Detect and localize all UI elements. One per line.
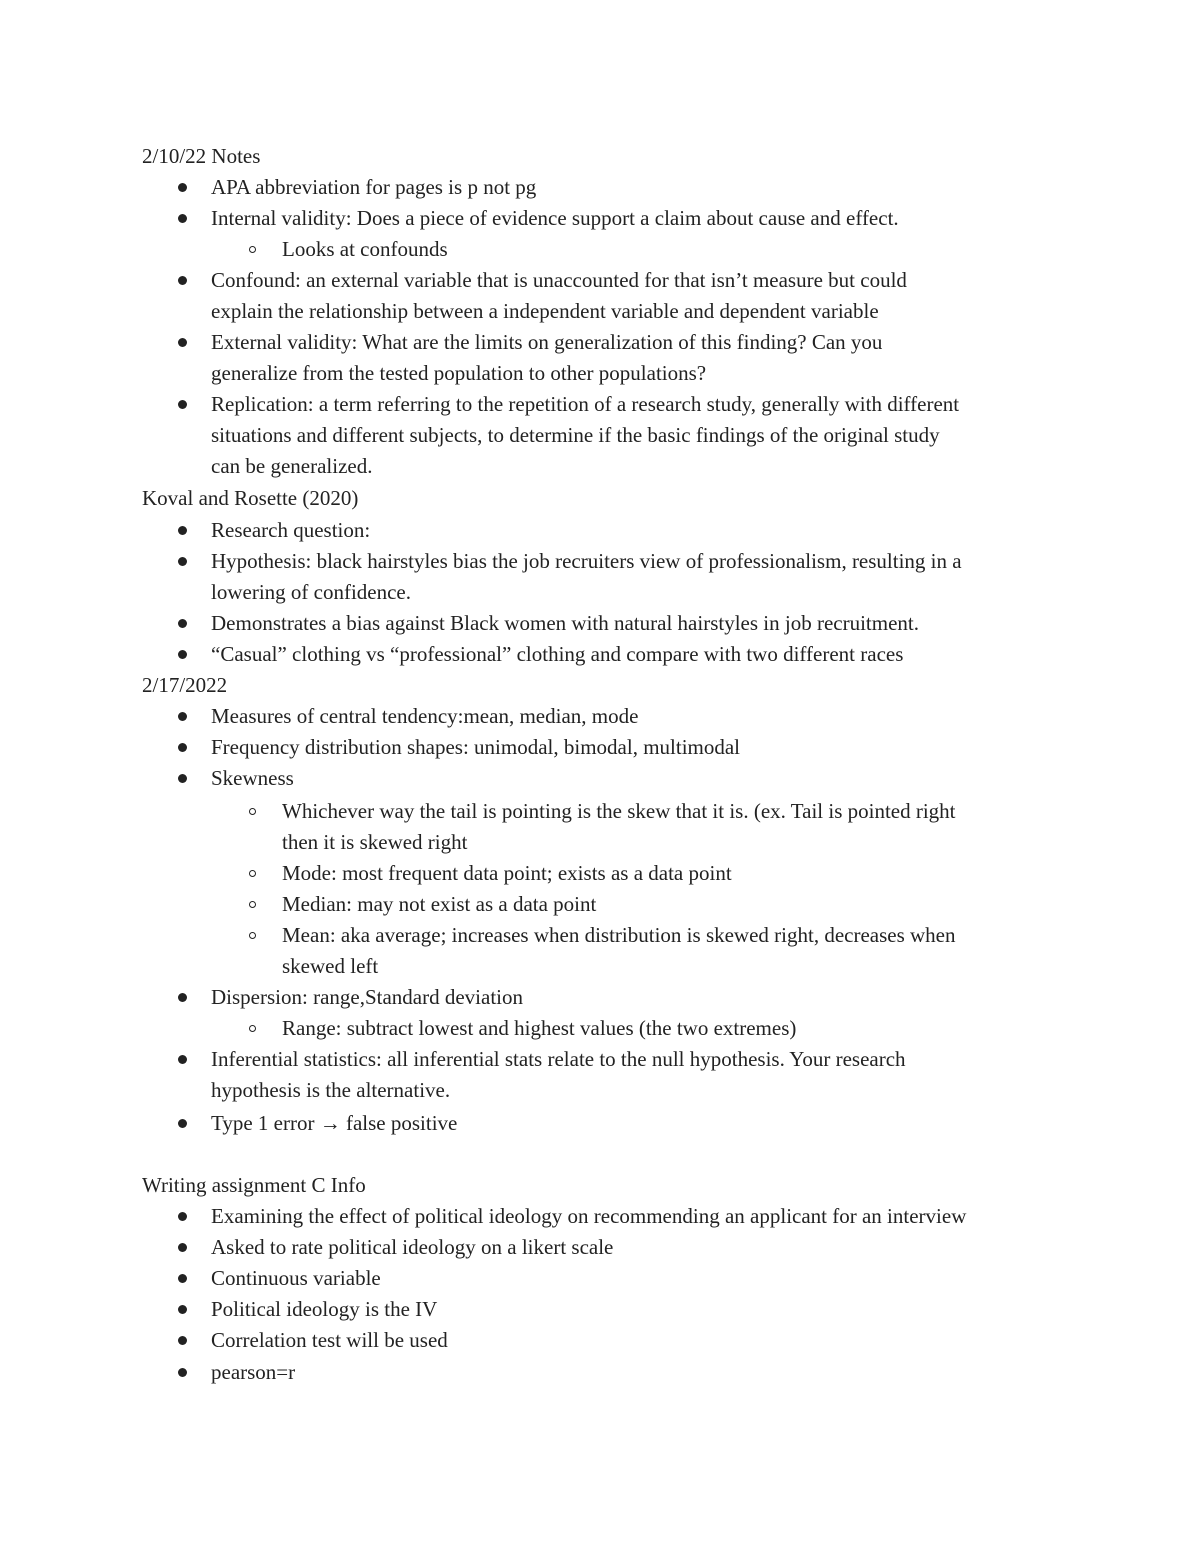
bullet-icon <box>178 712 187 721</box>
hollow-bullet-icon <box>249 932 256 939</box>
list-item-continuation: situations and different subjects, to determine if the basic findings of the original study <box>211 423 940 447</box>
bullet-icon <box>178 557 187 566</box>
list-item: Inferential statistics: all inferential stats relate to the null hypothesis. Your research <box>211 1047 906 1071</box>
bullet-icon <box>178 338 187 347</box>
bullet-icon <box>178 400 187 409</box>
sub-list-item: Median: may not exist as a data point <box>282 892 597 916</box>
bullet-icon <box>178 1336 187 1345</box>
hollow-bullet-icon <box>249 808 256 815</box>
bullet-icon <box>178 774 187 783</box>
list-item-continuation: lowering of confidence. <box>211 580 412 604</box>
list-item: “Casual” clothing vs “professional” clothing and compare with two different races <box>211 642 904 666</box>
list-item: Dispersion: range,Standard deviation <box>211 985 524 1009</box>
hollow-bullet-icon <box>249 246 256 253</box>
sub-list-item: Range: subtract lowest and highest values (the two extremes) <box>282 1016 797 1040</box>
list-item: Correlation test will be used <box>211 1328 448 1352</box>
sub-list-item-continuation: then it is skewed right <box>282 830 468 854</box>
list-item: Confound: an external variable that is unaccounted for that isn’t measure but could <box>211 268 907 292</box>
bullet-icon <box>178 183 187 192</box>
list-item-continuation: can be generalized. <box>211 454 373 478</box>
section-heading: Koval and Rosette (2020) <box>142 486 359 510</box>
bullet-icon <box>178 526 187 535</box>
hollow-bullet-icon <box>249 901 256 908</box>
list-item: APA abbreviation for pages is p not pg <box>211 175 537 199</box>
list-item: Measures of central tendency:mean, median, mode <box>211 704 639 728</box>
bullet-icon <box>178 993 187 1002</box>
bullet-icon <box>178 1274 187 1283</box>
list-item: Research question: <box>211 518 371 542</box>
list-item-continuation: hypothesis is the alternative. <box>211 1078 451 1102</box>
list-item: Replication: a term referring to the repetition of a research study, generally with different <box>211 392 960 416</box>
section-heading: 2/17/2022 <box>142 673 228 697</box>
bullet-icon <box>178 1055 187 1064</box>
list-item: Continuous variable <box>211 1266 381 1290</box>
list-item: External validity: What are the limits on generalization of this finding? Can you <box>211 330 883 354</box>
bullet-icon <box>178 650 187 659</box>
list-item: Asked to rate political ideology on a likert scale <box>211 1235 614 1259</box>
list-item: Political ideology is the IV <box>211 1297 438 1321</box>
list-item: Frequency distribution shapes: unimodal, bimodal, multimodal <box>211 735 741 759</box>
bullet-icon <box>178 214 187 223</box>
bullet-icon <box>178 743 187 752</box>
list-item-continuation: explain the relationship between a independent variable and dependent variable <box>211 299 879 323</box>
list-item: Hypothesis: black hairstyles bias the job recruiters view of professionalism, resulting in a <box>211 549 962 573</box>
hollow-bullet-icon <box>249 1025 256 1032</box>
list-item: Internal validity: Does a piece of evidence support a claim about cause and effect. <box>211 206 899 230</box>
list-item: Examining the effect of political ideology on recommending an applicant for an interview <box>211 1204 967 1228</box>
sub-list-item: Looks at confounds <box>282 237 448 261</box>
bullet-icon <box>178 1368 187 1377</box>
bullet-icon <box>178 1212 187 1221</box>
bullet-icon <box>178 1243 187 1252</box>
sub-list-item-continuation: skewed left <box>282 954 379 978</box>
hollow-bullet-icon <box>249 870 256 877</box>
sub-list-item: Mode: most frequent data point; exists as a data point <box>282 861 732 885</box>
bullet-icon <box>178 276 187 285</box>
list-item: Demonstrates a bias against Black women with natural hairstyles in job recruitment. <box>211 611 919 635</box>
sub-list-item: Whichever way the tail is pointing is the skew that it is. (ex. Tail is pointed right <box>282 799 956 823</box>
list-item: Type 1 error → false positive <box>211 1111 458 1135</box>
list-item-continuation: generalize from the tested population to other populations? <box>211 361 707 385</box>
section-heading: Writing assignment C Info <box>142 1173 366 1197</box>
sub-list-item: Mean: aka average; increases when distribution is skewed right, decreases when <box>282 923 956 947</box>
list-item: Skewness <box>211 766 294 790</box>
bullet-icon <box>178 619 187 628</box>
list-item: pearson=r <box>211 1360 296 1384</box>
bullet-icon <box>178 1119 187 1128</box>
section-heading: 2/10/22 Notes <box>142 144 261 168</box>
bullet-icon <box>178 1305 187 1314</box>
